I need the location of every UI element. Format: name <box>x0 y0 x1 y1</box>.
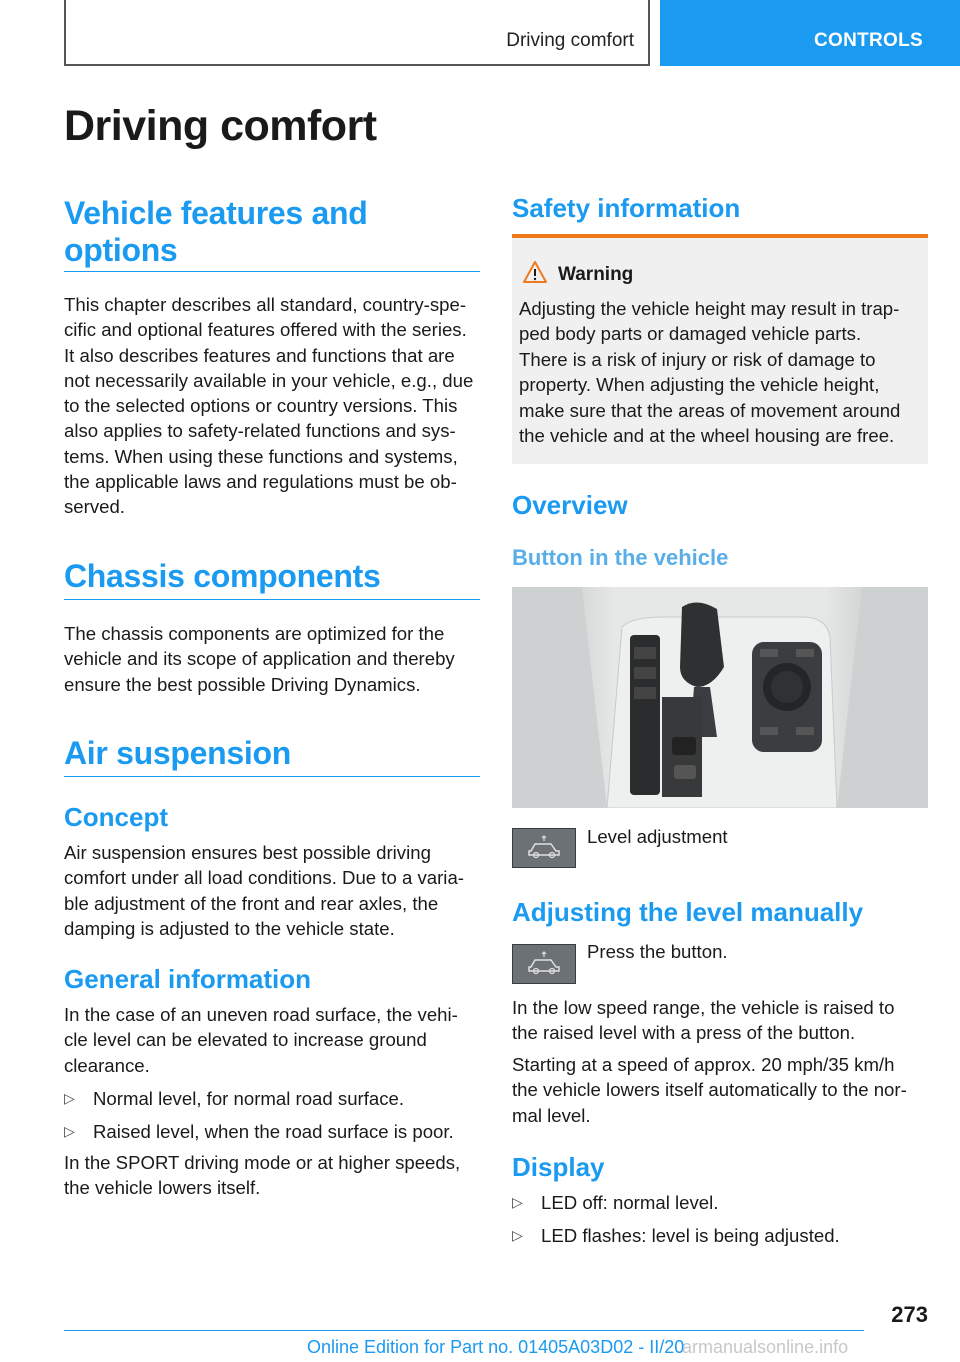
adjusting-level-heading: Adjusting the level manually <box>512 897 864 927</box>
header-section-title: Driving comfort <box>506 30 634 51</box>
display-heading: Display <box>512 1152 605 1182</box>
triangle-bullet-icon: ▷ <box>512 1194 523 1210</box>
text-line: damping is adjusted to the vehicle state. <box>64 917 395 939</box>
level-adjustment-button-icon <box>512 944 576 984</box>
text-line: the applicable laws and regulations must be ob- <box>64 471 457 493</box>
press-button-label: Press the button. <box>587 941 728 962</box>
features-heading <box>64 195 367 269</box>
air-suspension-rule <box>64 776 480 777</box>
text-line: Starting at a speed of approx. 20 mph/35 km/h <box>512 1054 895 1075</box>
footer-rule <box>64 1330 864 1331</box>
features-heading-line2: options <box>64 232 178 268</box>
warning-text <box>519 296 919 448</box>
center-console-photo <box>512 587 928 808</box>
triangle-bullet-icon: ▷ <box>64 1123 75 1139</box>
text-line: not necessarily available in your vehicle, e.g., due <box>64 369 474 391</box>
text-line: clearance. <box>64 1054 150 1076</box>
chassis-paragraph <box>64 621 480 697</box>
header-section-box <box>64 0 650 66</box>
warning-triangle-icon <box>522 260 548 284</box>
text-line: It also describes features and functions that are <box>64 344 455 366</box>
concept-heading: Concept <box>64 802 168 832</box>
car-level-icon <box>513 945 575 983</box>
text-line: cific and optional features offered with the series. <box>64 319 467 341</box>
speed-lowering-paragraph <box>512 1052 928 1128</box>
level-adjustment-button-icon <box>512 828 576 868</box>
text-line: This chapter describes all standard, country-spe- <box>64 294 467 315</box>
level-adjustment-label: Level adjustment <box>587 826 728 847</box>
header-tab-label: CONTROLS <box>814 30 924 51</box>
text-line: vehicle and its scope of application and thereby <box>64 648 455 670</box>
bullet-text: Normal level, for normal road surface. <box>93 1088 405 1109</box>
text-line: ped body parts or damaged vehicle parts. <box>519 323 862 345</box>
overview-heading: Overview <box>512 490 628 520</box>
text-line: cle level can be elevated to increase ground <box>64 1029 427 1051</box>
bullet-text: Raised level, when the road surface is poor. <box>93 1121 454 1142</box>
text-line: to the selected options or country versions. This <box>64 395 458 417</box>
text-line: ble adjustment of the front and rear axles, the <box>64 892 439 914</box>
text-line: the vehicle lowers itself. <box>64 1177 261 1199</box>
sport-mode-paragraph <box>64 1150 480 1201</box>
text-line: mal level. <box>512 1104 591 1126</box>
text-line: Air suspension ensures best possible driving <box>64 842 431 863</box>
footer-edition: Online Edition for Part no. 01405A03D02 - II/20 <box>307 1337 685 1357</box>
text-line: Adjusting the vehicle height may result in trap- <box>519 298 900 319</box>
footer-watermark: armanualsonline.info <box>682 1337 849 1357</box>
text-line: ensure the best possible Driving Dynamics. <box>64 673 421 695</box>
chassis-rule <box>64 599 480 600</box>
features-heading-line1: Vehicle features and <box>64 195 368 231</box>
text-line: The chassis components are optimized for the <box>64 623 445 644</box>
text-line: the vehicle lowers itself automatically to the nor- <box>512 1079 907 1101</box>
low-speed-paragraph <box>512 995 928 1046</box>
button-in-vehicle-heading: Button in the vehicle <box>512 545 729 570</box>
text-line: property. When adjusting the vehicle height, <box>519 374 880 396</box>
text-line: the raised level with a press of the button. <box>512 1022 856 1044</box>
chapter-title: Driving comfort <box>64 102 377 150</box>
bullet-text: LED off: normal level. <box>541 1192 719 1213</box>
text-line: tems. When using these functions and systems, <box>64 445 458 467</box>
triangle-bullet-icon: ▷ <box>512 1227 523 1243</box>
chassis-heading: Chassis components <box>64 558 381 594</box>
text-line: served. <box>64 496 125 518</box>
text-line: In the SPORT driving mode or at higher speeds, <box>64 1152 461 1173</box>
air-suspension-heading: Air suspension <box>64 735 291 771</box>
features-rule <box>64 271 480 272</box>
general-info-heading: General information <box>64 964 312 994</box>
general-info-paragraph <box>64 1002 480 1078</box>
bullet-text: LED flashes: level is being adjusted. <box>541 1225 840 1246</box>
warning-title: Warning <box>558 264 634 285</box>
header-tab-controls[interactable] <box>660 0 960 66</box>
text-line: make sure that the areas of movement around <box>519 399 901 421</box>
page-number: 273 <box>891 1302 928 1327</box>
features-paragraph <box>64 292 480 520</box>
text-line: also applies to safety-related functions and sys- <box>64 420 456 442</box>
text-line: the vehicle and at the wheel housing are free. <box>519 425 895 447</box>
text-line: comfort under all load conditions. Due to a varia- <box>64 867 464 889</box>
text-line: There is a risk of injury or risk of damage to <box>519 348 876 370</box>
car-level-icon <box>513 829 575 867</box>
text-line: In the low speed range, the vehicle is raised to <box>512 997 895 1018</box>
warning-box <box>512 234 928 464</box>
triangle-bullet-icon: ▷ <box>64 1090 75 1106</box>
safety-heading: Safety information <box>512 193 741 223</box>
concept-paragraph <box>64 840 480 941</box>
text-line: In the case of an uneven road surface, the vehi- <box>64 1004 458 1025</box>
